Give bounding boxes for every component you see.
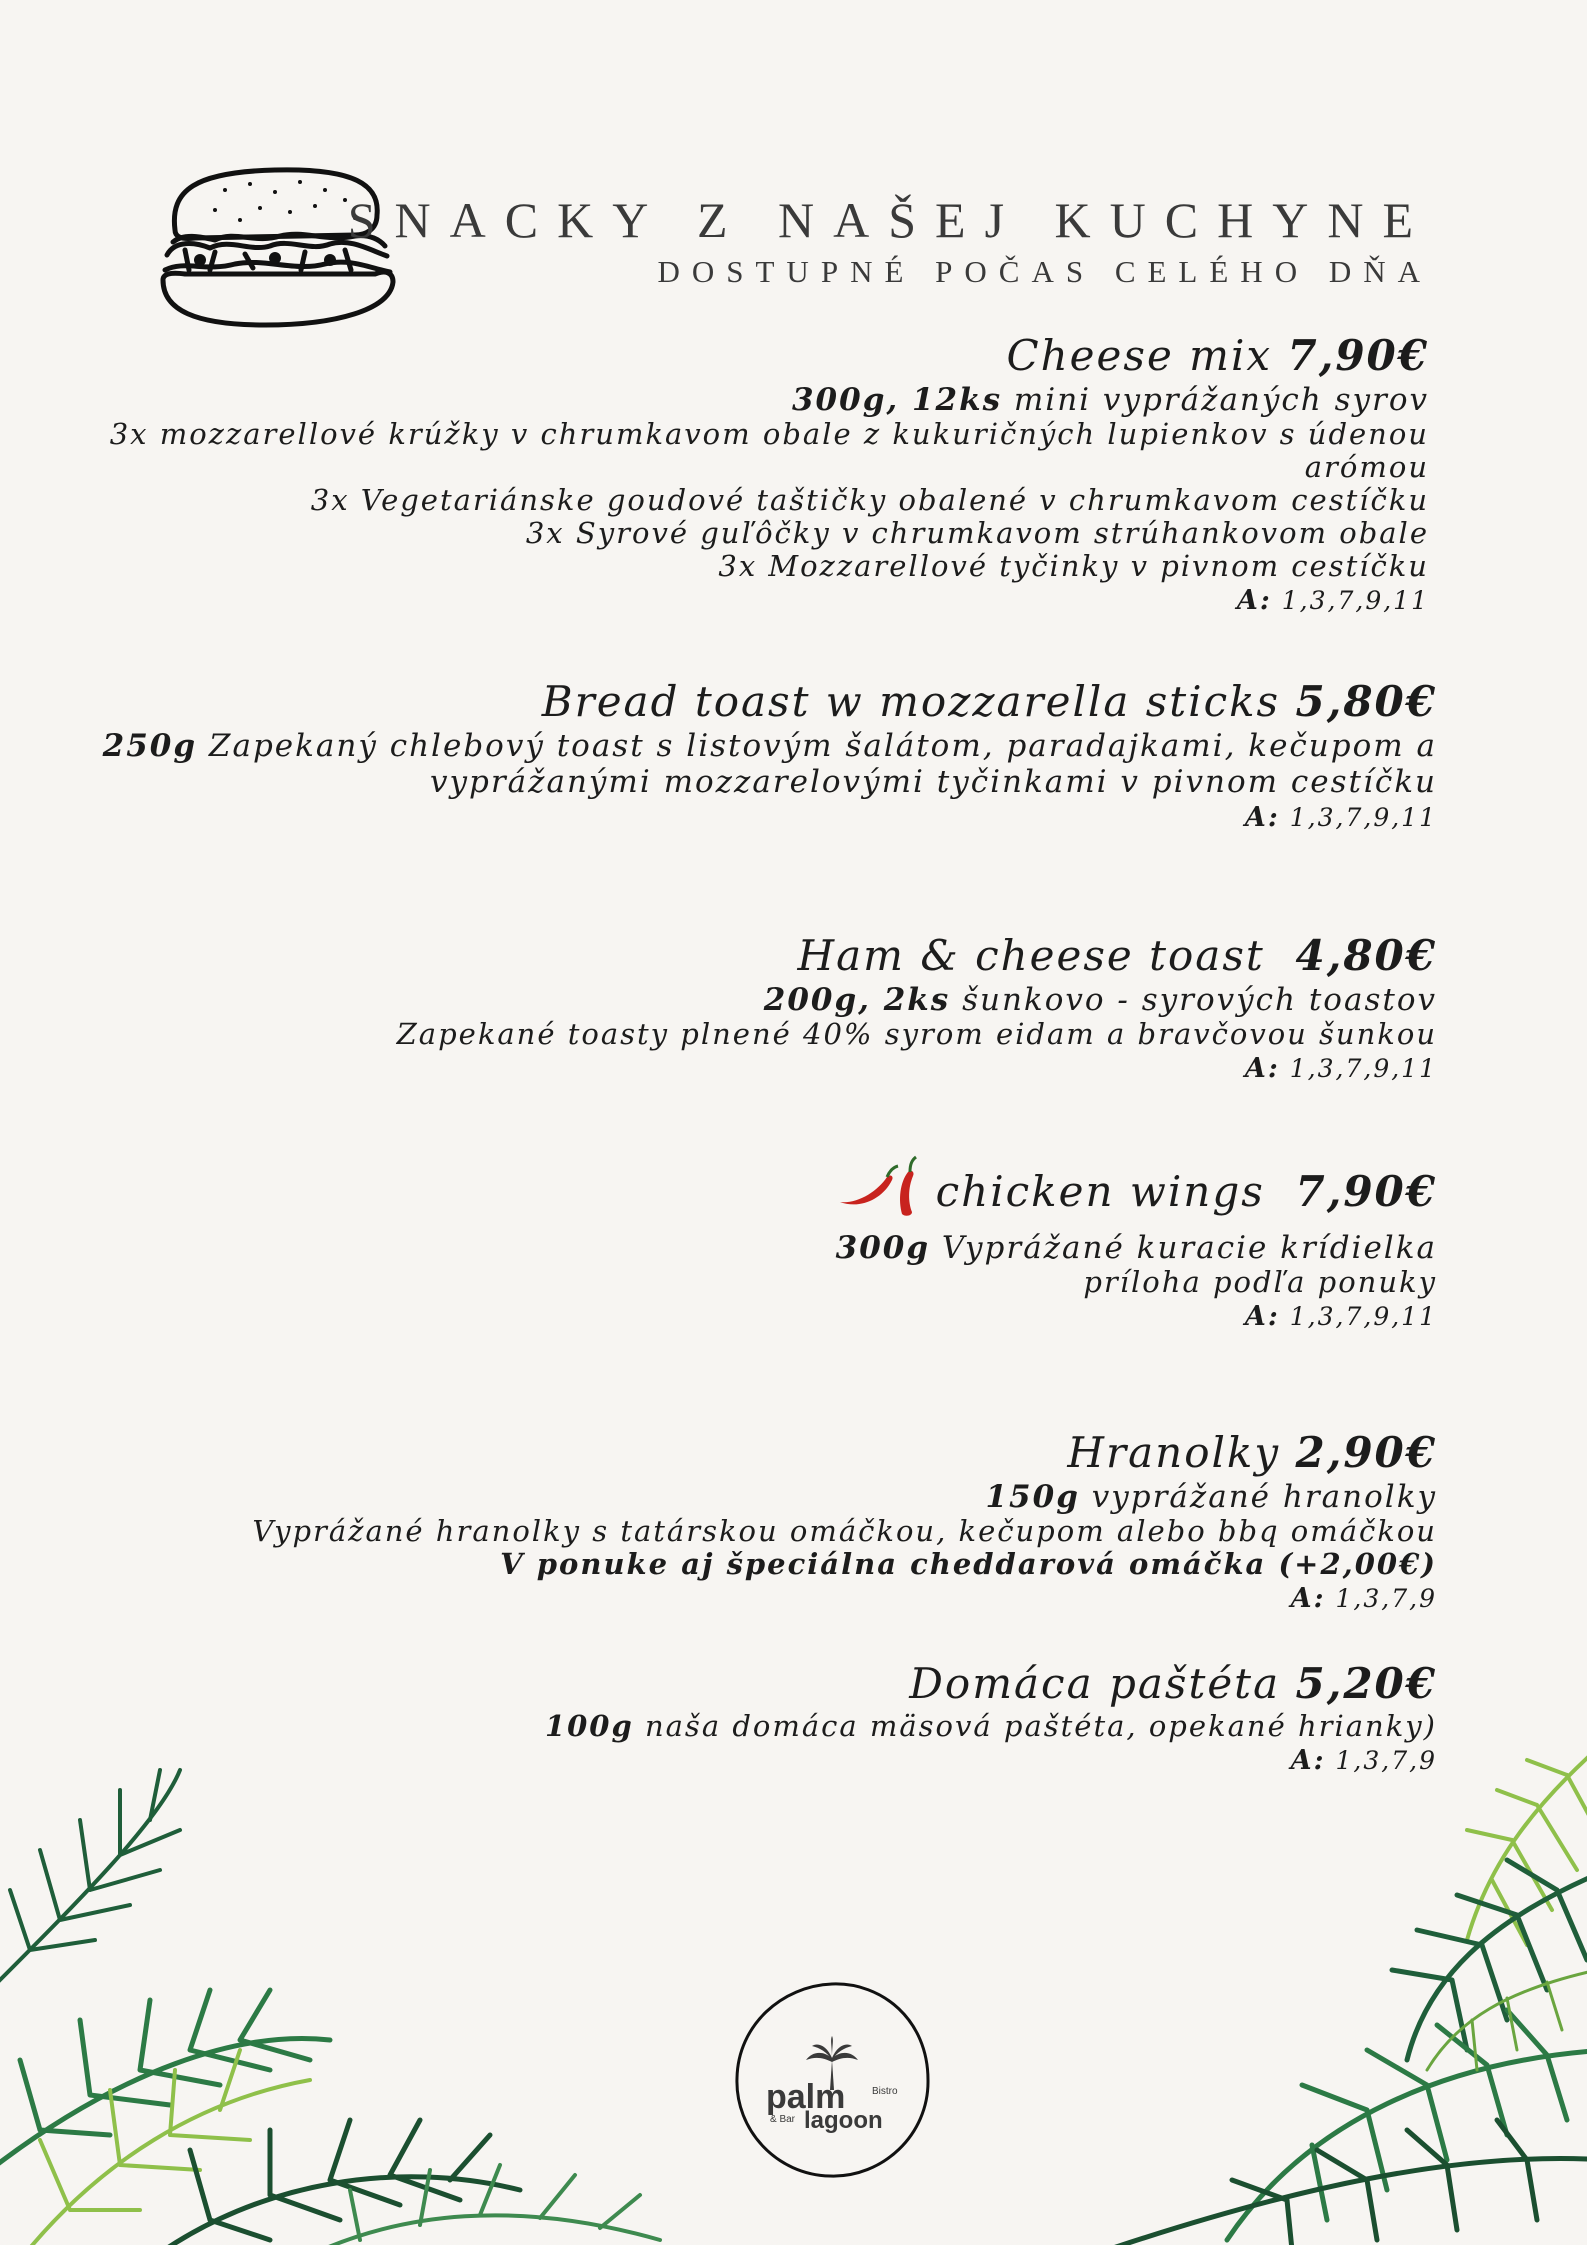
item-detail: 3x Vegetariánske goudové taštičky obalené v chrumkavom cestíčku	[310, 483, 1429, 517]
item-allergens	[252, 1581, 1437, 1617]
allergen-label: A:	[1290, 1583, 1326, 1614]
menu-item-ham-cheese-toast	[397, 930, 1437, 1087]
logo-tag-bar: & Bar	[770, 2114, 796, 2125]
item-weight: 100g	[544, 1709, 634, 1743]
item-price: 4,80€	[1295, 931, 1437, 980]
item-detail: 3x mozzarellové krúžky v chrumkavom obale z kukuričných lupienkov s údenou arómou	[109, 417, 1429, 484]
item-title	[545, 1658, 1437, 1710]
item-description-text: vyprážané hranolky	[1091, 1479, 1437, 1515]
item-allergens	[832, 1299, 1437, 1335]
page-title: SNACKY Z NAŠEJ KUCHYNE	[347, 192, 1432, 248]
item-detail: Vyprážané hranolky s tatárskou omáčkou, kečupom alebo bbq omáčkou	[252, 1514, 1437, 1548]
chili-pepper-icon	[832, 1152, 922, 1222]
item-allergens	[103, 800, 1437, 836]
item-name: chicken wings	[935, 1167, 1265, 1216]
item-description-text: mini vyprážaných syrov	[1013, 382, 1429, 418]
item-price: 2,90€	[1295, 1428, 1437, 1477]
item-name: Domáca paštéta	[909, 1659, 1281, 1708]
item-allergens	[397, 1051, 1437, 1087]
item-weight: 200g, 2ks	[763, 982, 951, 1018]
item-allergens	[0, 583, 1429, 619]
menu-item-bread-toast	[103, 676, 1437, 836]
allergen-label: A:	[1244, 802, 1280, 833]
item-title	[832, 1160, 1437, 1230]
allergen-list: 1,3,7,9	[1335, 1584, 1437, 1613]
item-title	[103, 676, 1437, 728]
menu-item-cheese-mix	[0, 330, 1429, 619]
item-price: 7,90€	[1287, 331, 1429, 380]
allergen-list: 1,3,7,9	[1335, 1746, 1437, 1775]
item-price: 7,90€	[1295, 1167, 1437, 1216]
logo-tag-bistro: Bistro	[872, 2086, 898, 2097]
allergen-label: A:	[1236, 585, 1272, 616]
menu-item-hranolky	[252, 1427, 1437, 1617]
item-description-cont: vyprážanými mozzarelovými tyčinkami v pivnom cestíčku	[429, 764, 1437, 800]
item-price: 5,80€	[1295, 677, 1437, 726]
item-description-text: naša domáca mäsová paštéta, opekané hrianky)	[644, 1709, 1437, 1743]
allergen-label: A:	[1244, 1301, 1280, 1332]
item-note-text: V ponuke aj špeciálna cheddarová omáčka (+2,00€)	[500, 1547, 1437, 1581]
item-detail: 3x Mozzarellové tyčinky v pivnom cestíčku	[718, 549, 1429, 583]
item-title	[0, 330, 1429, 382]
menu-item-chicken-wings	[832, 1160, 1437, 1335]
allergen-list: 1,3,7,9,11	[1289, 1054, 1437, 1083]
logo-word-palm: palm	[766, 2078, 846, 2116]
item-weight: 300g, 12ks	[791, 382, 1003, 418]
item-description-text: Vyprážané kuracie krídielka	[941, 1230, 1437, 1266]
allergen-label: A:	[1290, 1745, 1326, 1776]
item-description-text: Zapekaný chlebový toast s listovým šalátom, paradajkami, kečupom a	[208, 728, 1437, 764]
item-description	[397, 982, 1437, 1018]
item-description-text: šunkovo - syrových toastov	[962, 982, 1437, 1018]
palm-leaves-left-decoration	[0, 1740, 680, 2245]
item-note	[252, 1548, 1437, 1581]
item-detail: Zapekané toasty plnené 40% syrom eidam a bravčovou šunkou	[396, 1017, 1437, 1051]
palm-lagoon-logo	[732, 1980, 932, 2180]
item-weight: 250g	[102, 728, 198, 764]
item-name: Bread toast w mozzarella sticks	[541, 677, 1281, 726]
item-name: Hranolky	[1067, 1428, 1281, 1477]
item-title	[252, 1427, 1437, 1479]
page-subtitle: DOSTUPNÉ POČAS CELÉHO DŇA	[657, 254, 1432, 289]
item-description	[832, 1230, 1437, 1266]
item-weight: 150g	[985, 1479, 1080, 1515]
allergen-list: 1,3,7,9,11	[1281, 586, 1429, 615]
menu-header	[348, 190, 1432, 292]
item-detail: príloha podľa ponuky	[1083, 1265, 1437, 1299]
item-detail: 3x Syrové guľôčky v chrumkavom strúhankovom obale	[525, 516, 1429, 550]
logo-word-lagoon: lagoon	[804, 2107, 883, 2134]
allergen-list: 1,3,7,9,11	[1289, 1302, 1437, 1331]
item-name: Ham & cheese toast	[797, 931, 1265, 980]
item-description	[103, 728, 1437, 764]
item-description	[252, 1479, 1437, 1515]
allergen-label: A:	[1244, 1053, 1280, 1084]
item-description	[0, 382, 1429, 418]
item-weight: 300g	[835, 1230, 931, 1266]
item-price: 5,20€	[1295, 1659, 1437, 1708]
item-title	[397, 930, 1437, 982]
allergen-list: 1,3,7,9,11	[1289, 803, 1437, 832]
item-name: Cheese mix	[1006, 331, 1273, 380]
